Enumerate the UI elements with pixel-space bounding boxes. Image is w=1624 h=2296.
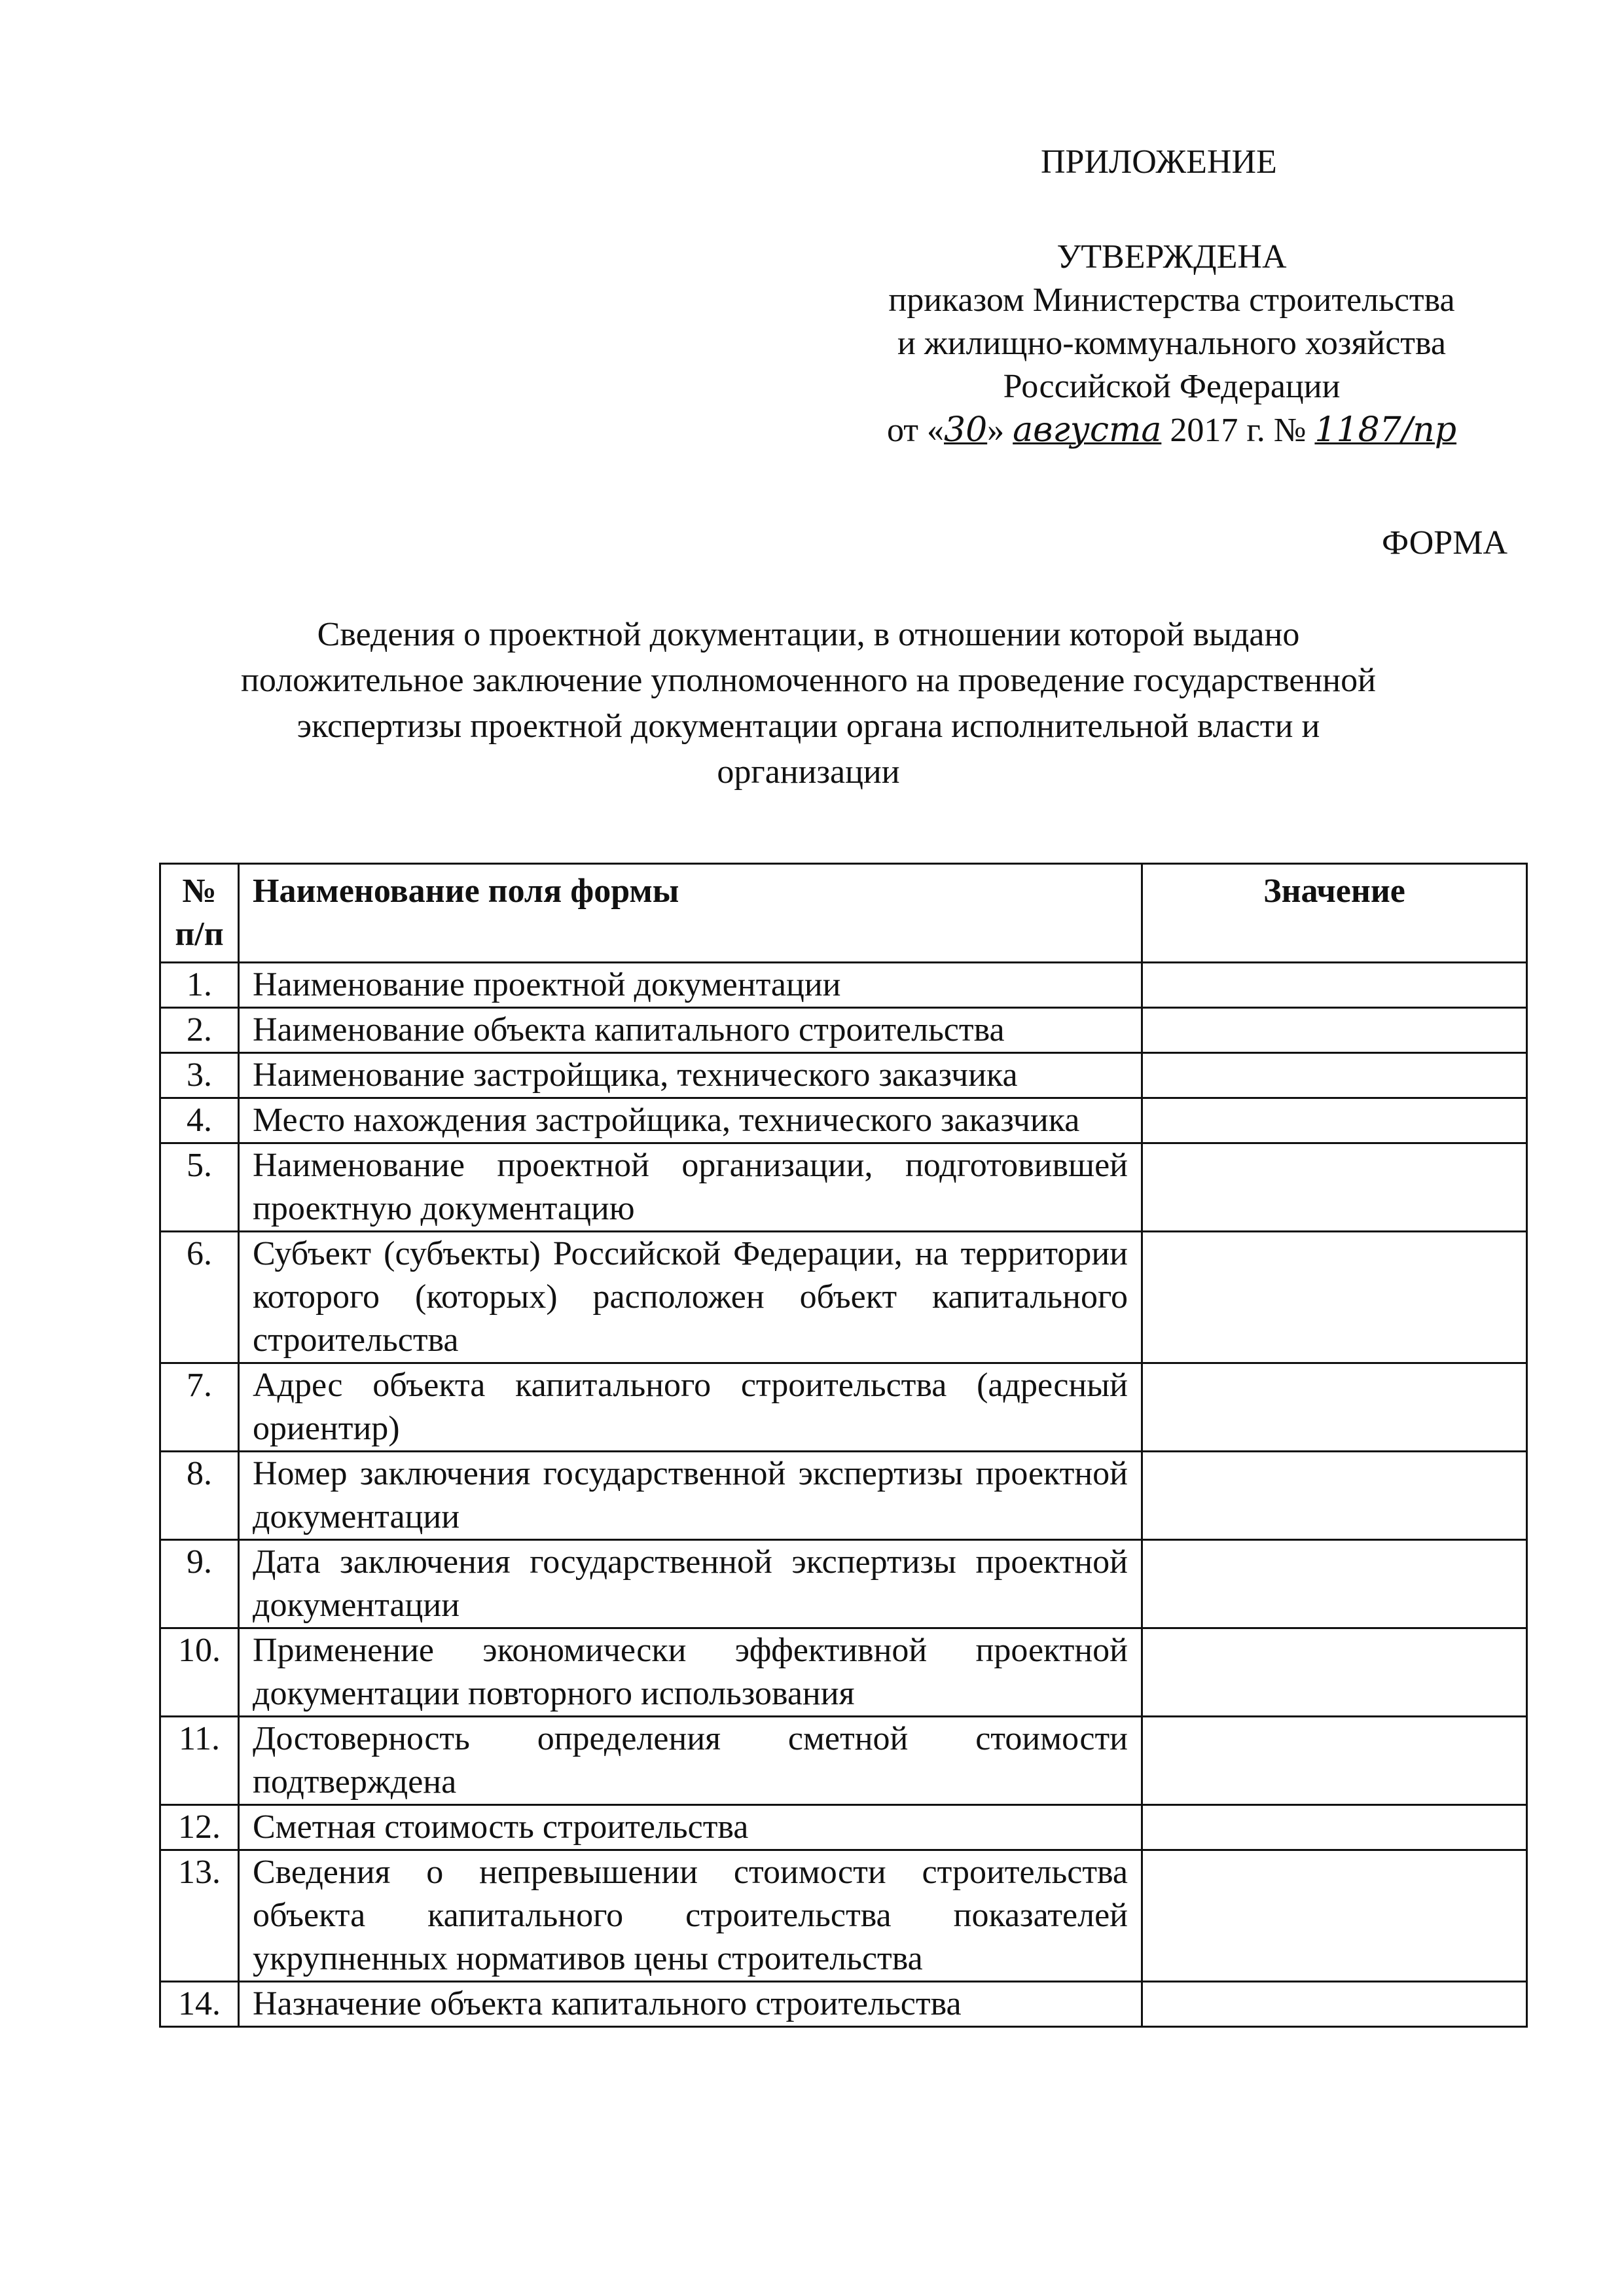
date-quote-close: » bbox=[987, 412, 1005, 449]
table-row bbox=[160, 1008, 1527, 1053]
row-field-name: Номер заключения государственной экспертизы проектной документации bbox=[239, 1452, 1142, 1540]
approval-block bbox=[831, 236, 1512, 452]
row-num: 14. bbox=[160, 1982, 239, 2027]
row-field-name: Субъект (субъекты) Российской Федерации, на территории которого (которых) расположен объект капитального строительства bbox=[239, 1232, 1142, 1363]
date-prefix: от « bbox=[886, 412, 944, 449]
title-line-4: организации bbox=[717, 753, 900, 791]
approval-line-3: Российской Федерации bbox=[1003, 368, 1341, 405]
row-field-name: Адрес объекта капитального строительства (адресный ориентир) bbox=[239, 1363, 1142, 1452]
approval-line-2: и жилищно-коммунального хозяйства bbox=[897, 325, 1446, 362]
row-num: 13. bbox=[160, 1850, 239, 1982]
row-field-name: Место нахождения застройщика, технического заказчика bbox=[239, 1098, 1142, 1143]
table-row bbox=[160, 1232, 1527, 1363]
row-num: 8. bbox=[160, 1452, 239, 1540]
row-value-cell[interactable] bbox=[1142, 1717, 1527, 1805]
row-field-name: Сведения о непревышении стоимости строительства объекта капитального строительства показателей укрупненных нормативов цены строительства bbox=[239, 1850, 1142, 1982]
row-num: 2. bbox=[160, 1008, 239, 1053]
row-value-cell[interactable] bbox=[1142, 1452, 1527, 1540]
title-line-1: Сведения о проектной документации, в отношении которой выдано bbox=[317, 616, 1300, 653]
form-label: ФОРМА bbox=[1382, 524, 1507, 562]
table-row bbox=[160, 1850, 1527, 1982]
table-header-row bbox=[160, 864, 1527, 963]
row-value-cell[interactable] bbox=[1142, 1053, 1527, 1098]
row-num: 11. bbox=[160, 1717, 239, 1805]
row-value-cell[interactable] bbox=[1142, 1628, 1527, 1717]
row-field-name: Применение экономически эффективной проектной документации повторного использования bbox=[239, 1628, 1142, 1717]
row-field-name: Дата заключения государственной экспертизы проектной документации bbox=[239, 1540, 1142, 1628]
row-num: 9. bbox=[160, 1540, 239, 1628]
table-row bbox=[160, 1098, 1527, 1143]
header-field-name: Наименование поля формы bbox=[239, 864, 1142, 963]
title-line-3: экспертизы проектной документации органа исполнительной власти и bbox=[297, 708, 1320, 745]
document-title bbox=[164, 612, 1453, 795]
table-row bbox=[160, 1805, 1527, 1850]
row-field-name: Наименование проектной документации bbox=[239, 963, 1142, 1008]
row-num: 6. bbox=[160, 1232, 239, 1363]
table-row bbox=[160, 1717, 1527, 1805]
row-value-cell[interactable] bbox=[1142, 1098, 1527, 1143]
table-row bbox=[160, 1363, 1527, 1452]
row-value-cell[interactable] bbox=[1142, 1982, 1527, 2027]
row-num: 4. bbox=[160, 1098, 239, 1143]
row-value-cell[interactable] bbox=[1142, 963, 1527, 1008]
row-value-cell[interactable] bbox=[1142, 1143, 1527, 1232]
table-row bbox=[160, 1053, 1527, 1098]
table-row bbox=[160, 1452, 1527, 1540]
table-row bbox=[160, 1628, 1527, 1717]
row-value-cell[interactable] bbox=[1142, 1232, 1527, 1363]
handwritten-day: 30 bbox=[944, 410, 988, 450]
row-field-name: Наименование застройщика, технического заказчика bbox=[239, 1053, 1142, 1098]
row-value-cell[interactable] bbox=[1142, 1363, 1527, 1452]
row-field-name: Достоверность определения сметной стоимости подтверждена bbox=[239, 1717, 1142, 1805]
row-field-name: Наименование проектной организации, подготовившей проектную документацию bbox=[239, 1143, 1142, 1232]
year-text: 2017 г. № bbox=[1170, 412, 1307, 449]
row-value-cell[interactable] bbox=[1142, 1850, 1527, 1982]
approval-date-line bbox=[831, 408, 1512, 452]
appendix-label: ПРИЛОЖЕНИЕ bbox=[1041, 143, 1277, 181]
title-line-2: положительное заключение уполномоченного на проведение государственной bbox=[241, 662, 1376, 699]
row-value-cell[interactable] bbox=[1142, 1805, 1527, 1850]
approval-title: УТВЕРЖДЕНА bbox=[1056, 238, 1287, 276]
row-num: 12. bbox=[160, 1805, 239, 1850]
row-num: 1. bbox=[160, 963, 239, 1008]
row-num: 10. bbox=[160, 1628, 239, 1717]
table-row bbox=[160, 1982, 1527, 2027]
row-field-name: Наименование объекта капитального строительства bbox=[239, 1008, 1142, 1053]
row-value-cell[interactable] bbox=[1142, 1008, 1527, 1053]
approval-line-1: приказом Министерства строительства bbox=[888, 281, 1455, 319]
row-value-cell[interactable] bbox=[1142, 1540, 1527, 1628]
header-num: № п/п bbox=[160, 864, 239, 963]
row-num: 7. bbox=[160, 1363, 239, 1452]
row-field-name: Назначение объекта капитального строительства bbox=[239, 1982, 1142, 2027]
table-row bbox=[160, 963, 1527, 1008]
form-fields-table bbox=[159, 863, 1528, 2028]
header-value: Значение bbox=[1142, 864, 1527, 963]
row-field-name: Сметная стоимость строительства bbox=[239, 1805, 1142, 1850]
handwritten-month: августа bbox=[1013, 410, 1162, 450]
table-row bbox=[160, 1540, 1527, 1628]
row-num: 5. bbox=[160, 1143, 239, 1232]
handwritten-order-number: 1187/пр bbox=[1314, 410, 1457, 450]
row-num: 3. bbox=[160, 1053, 239, 1098]
table-row bbox=[160, 1143, 1527, 1232]
